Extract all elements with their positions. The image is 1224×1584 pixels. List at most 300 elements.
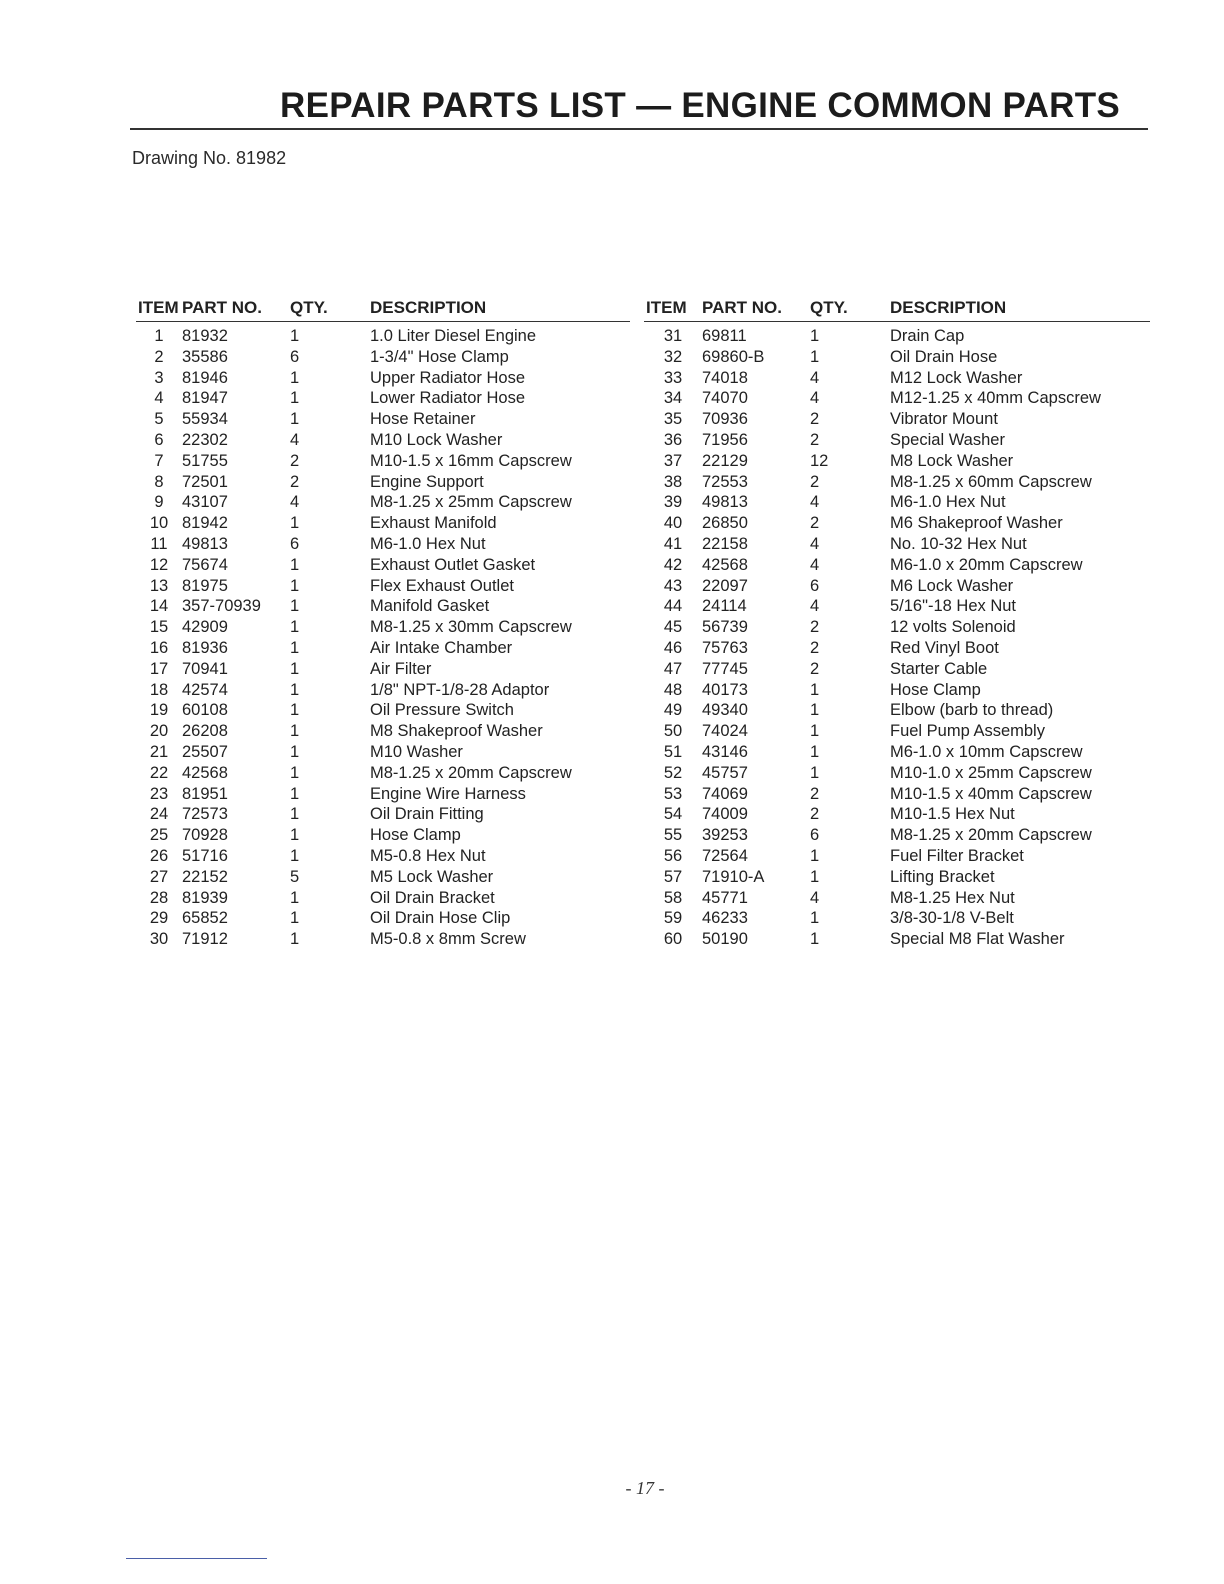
part-no-cell: 49813 (702, 493, 748, 512)
table-row (644, 555, 1150, 576)
qty-cell: 6 (810, 576, 820, 595)
table-row (136, 388, 630, 409)
description-cell: M8-1.25 x 30mm Capscrew (370, 618, 572, 637)
qty-cell: 2 (810, 638, 820, 657)
qty-cell: 1 (290, 846, 300, 865)
parts-table-right-body (644, 322, 1150, 950)
qty-cell: 4 (810, 888, 820, 907)
part-no-cell: 40173 (702, 680, 748, 699)
qty-cell: 1 (290, 909, 300, 928)
description-cell: Exhaust Manifold (370, 514, 497, 533)
item-cell: 44 (663, 597, 683, 616)
table-row (136, 576, 630, 597)
item-cell: 31 (663, 327, 683, 345)
item-cell: 12 (149, 555, 169, 574)
part-no-cell: 24114 (702, 597, 747, 616)
description-cell: M8-1.25 x 20mm Capscrew (890, 826, 1092, 845)
table-row (136, 638, 630, 659)
qty-cell: 6 (290, 534, 300, 553)
table-row (136, 700, 630, 721)
description-cell: M6-1.0 Hex Nut (890, 493, 1006, 512)
column-header-item: ITEM (644, 296, 702, 322)
table-header-row (644, 296, 1150, 322)
qty-cell: 4 (810, 493, 820, 512)
description-cell: Oil Drain Hose (890, 347, 998, 366)
part-no-cell: 49340 (702, 701, 748, 720)
part-no-cell: 51716 (182, 846, 228, 865)
item-cell: 42 (663, 555, 683, 574)
description-cell: Special M8 Flat Washer (890, 930, 1065, 949)
description-cell: Special Washer (890, 430, 1005, 449)
description-cell: Oil Drain Hose Clip (370, 909, 511, 928)
qty-cell: 1 (810, 680, 820, 699)
qty-cell: 4 (290, 430, 300, 449)
part-no-cell: 69860-B (702, 347, 765, 366)
description-cell: Engine Support (370, 472, 484, 491)
description-cell: No. 10-32 Hex Nut (890, 534, 1027, 553)
item-cell: 22 (149, 763, 169, 782)
parts-table-left (136, 296, 630, 950)
table-row (644, 929, 1150, 950)
description-cell: Air Intake Chamber (370, 638, 513, 657)
item-cell: 11 (150, 534, 168, 553)
part-no-cell: 65852 (182, 909, 228, 928)
page-title: REPAIR PARTS LIST — ENGINE COMMON PARTS (280, 86, 1121, 125)
part-no-cell: 81939 (182, 888, 228, 907)
part-no-cell: 74069 (702, 784, 748, 803)
table-row (644, 888, 1150, 909)
part-no-cell: 70941 (182, 659, 228, 678)
item-cell: 13 (149, 576, 169, 595)
parts-table-right (644, 296, 1150, 950)
table-row (644, 430, 1150, 451)
description-cell: 1/8" NPT-1/8-28 Adaptor (370, 680, 550, 699)
table-row (136, 804, 630, 825)
description-cell: Lower Radiator Hose (370, 389, 525, 408)
item-cell: 46 (663, 638, 683, 657)
part-no-cell: 22158 (702, 534, 748, 553)
qty-cell: 1 (810, 867, 820, 886)
qty-cell: 1 (810, 347, 820, 366)
description-cell: 1.0 Liter Diesel Engine (370, 327, 537, 345)
part-no-cell: 50190 (702, 930, 748, 949)
part-no-cell: 77745 (702, 659, 748, 678)
description-cell: Hose Clamp (890, 680, 981, 699)
description-cell: M8 Lock Washer (890, 451, 1014, 470)
part-no-cell: 71912 (182, 930, 228, 949)
qty-cell: 1 (290, 888, 300, 907)
item-cell: 28 (149, 888, 169, 907)
item-cell: 10 (149, 514, 169, 533)
qty-cell: 1 (290, 680, 300, 699)
table-row (136, 867, 630, 888)
table-row (136, 617, 630, 638)
part-no-cell: 72564 (702, 846, 748, 865)
page-number: - 17 - (625, 1478, 665, 1498)
part-no-cell: 81951 (182, 784, 228, 803)
table-row (136, 888, 630, 909)
part-no-cell: 26850 (702, 514, 748, 533)
qty-cell: 1 (290, 638, 300, 657)
qty-cell: 2 (810, 784, 820, 803)
item-cell: 8 (154, 472, 164, 491)
item-cell: 40 (663, 514, 683, 533)
description-cell: Lifting Bracket (890, 867, 995, 886)
item-cell: 23 (149, 784, 169, 803)
qty-cell: 1 (290, 701, 300, 720)
qty-cell: 1 (810, 909, 820, 928)
description-cell: Vibrator Mount (890, 410, 998, 429)
description-cell: M10-1.5 x 40mm Capscrew (890, 784, 1092, 803)
description-cell: Flex Exhaust Outlet (370, 576, 514, 595)
table-row (644, 451, 1150, 472)
part-no-cell: 22152 (182, 867, 228, 886)
description-cell: M10 Washer (370, 742, 463, 761)
table-row (644, 513, 1150, 534)
item-cell: 26 (149, 846, 169, 865)
part-no-cell: 357-70939 (182, 597, 261, 616)
part-no-cell: 42909 (182, 618, 228, 637)
table-row (136, 908, 630, 929)
part-no-cell: 56739 (702, 618, 748, 637)
table-row (136, 784, 630, 805)
qty-cell: 4 (810, 534, 820, 553)
column-header-description: DESCRIPTION (890, 296, 1150, 322)
table-row (644, 680, 1150, 701)
description-cell: M8-1.25 Hex Nut (890, 888, 1015, 907)
item-cell: 41 (663, 534, 683, 553)
part-no-cell: 74018 (702, 368, 748, 387)
description-cell: Manifold Gasket (370, 597, 490, 616)
item-cell: 49 (663, 701, 683, 720)
part-no-cell: 81936 (182, 638, 228, 657)
description-cell: Oil Pressure Switch (370, 701, 514, 720)
qty-cell: 12 (810, 451, 829, 470)
qty-cell: 1 (290, 784, 300, 803)
description-cell: 1-3/4" Hose Clamp (370, 347, 509, 366)
part-no-cell: 22097 (702, 576, 748, 595)
qty-cell: 1 (290, 659, 300, 678)
table-row (644, 784, 1150, 805)
description-cell: Upper Radiator Hose (370, 368, 525, 387)
part-no-cell: 26208 (182, 722, 228, 741)
table-row (136, 347, 630, 368)
qty-cell: 4 (810, 555, 820, 574)
table-row (644, 576, 1150, 597)
part-no-cell: 22302 (182, 430, 228, 449)
item-cell: 25 (149, 826, 169, 845)
qty-cell: 2 (810, 618, 820, 637)
description-cell: M5-0.8 Hex Nut (370, 846, 486, 865)
description-cell: Fuel Pump Assembly (890, 722, 1045, 741)
part-no-cell: 74070 (702, 389, 748, 408)
item-cell: 38 (663, 472, 683, 491)
qty-cell: 1 (290, 742, 300, 761)
description-cell: 3/8-30-1/8 V-Belt (890, 909, 1014, 928)
description-cell: M8-1.25 x 20mm Capscrew (370, 763, 572, 782)
item-cell: 30 (149, 930, 169, 949)
qty-cell: 1 (290, 410, 300, 429)
item-cell: 4 (154, 389, 164, 408)
item-cell: 52 (663, 763, 683, 782)
item-cell: 15 (149, 618, 169, 637)
table-row (136, 825, 630, 846)
part-no-cell: 81975 (182, 576, 228, 595)
qty-cell: 4 (810, 389, 820, 408)
table-row (136, 742, 630, 763)
table-row (644, 596, 1150, 617)
parts-table-left-body (136, 322, 630, 950)
description-cell: Fuel Filter Bracket (890, 846, 1024, 865)
part-no-cell: 45771 (702, 888, 748, 907)
item-cell: 56 (663, 846, 683, 865)
table-row (136, 596, 630, 617)
part-no-cell: 72573 (182, 805, 228, 824)
item-cell: 43 (663, 576, 683, 595)
item-cell: 20 (149, 722, 169, 741)
part-no-cell: 74024 (702, 722, 748, 741)
description-cell: M10 Lock Washer (370, 430, 503, 449)
item-cell: 60 (663, 930, 683, 949)
table-row (136, 721, 630, 742)
table-row (644, 638, 1150, 659)
item-cell: 53 (663, 784, 683, 803)
item-cell: 48 (663, 680, 683, 699)
description-cell: Drain Cap (890, 327, 965, 345)
table-row (644, 700, 1150, 721)
item-cell: 3 (154, 368, 164, 387)
qty-cell: 4 (810, 368, 820, 387)
description-cell: Engine Wire Harness (370, 784, 526, 803)
qty-cell: 2 (810, 430, 820, 449)
item-cell: 14 (149, 597, 169, 616)
part-no-cell: 39253 (702, 826, 748, 845)
table-row (136, 555, 630, 576)
column-header-description: DESCRIPTION (370, 296, 630, 322)
table-row (136, 846, 630, 867)
column-header-qty: QTY. (806, 296, 890, 322)
table-row (644, 617, 1150, 638)
part-no-cell: 25507 (182, 742, 228, 761)
drawing-number: Drawing No. 81982 (132, 148, 287, 168)
part-no-cell: 43146 (702, 742, 748, 761)
description-cell: M6-1.0 Hex Nut (370, 534, 486, 553)
column-header-part-no: PART NO. (702, 296, 806, 322)
qty-cell: 1 (290, 327, 300, 345)
part-no-cell: 81947 (182, 389, 228, 408)
description-cell: M12 Lock Washer (890, 368, 1023, 387)
table-row (136, 763, 630, 784)
description-cell: Exhaust Outlet Gasket (370, 555, 536, 574)
part-no-cell: 71910-A (702, 867, 765, 886)
item-cell: 37 (663, 451, 683, 470)
description-cell: M6-1.0 x 20mm Capscrew (890, 555, 1083, 574)
qty-cell: 2 (810, 659, 820, 678)
part-no-cell: 74009 (702, 805, 748, 824)
table-row (136, 659, 630, 680)
description-cell: Elbow (barb to thread) (890, 701, 1054, 720)
description-cell: Hose Retainer (370, 410, 476, 429)
description-cell: Oil Drain Bracket (370, 888, 495, 907)
qty-cell: 1 (810, 722, 820, 741)
title-divider (130, 128, 1148, 130)
qty-cell: 6 (810, 826, 820, 845)
qty-cell: 2 (810, 805, 820, 824)
part-no-cell: 51755 (182, 451, 228, 470)
item-cell: 17 (149, 659, 169, 678)
description-cell: M8-1.25 x 60mm Capscrew (890, 472, 1092, 491)
part-no-cell: 71956 (702, 430, 748, 449)
item-cell: 57 (663, 867, 683, 886)
description-cell: M6-1.0 x 10mm Capscrew (890, 742, 1083, 761)
description-cell: Air Filter (370, 659, 432, 678)
table-row (644, 908, 1150, 929)
item-cell: 51 (663, 742, 683, 761)
part-no-cell: 81932 (182, 327, 228, 345)
item-cell: 39 (663, 493, 683, 512)
table-row (644, 492, 1150, 513)
item-cell: 6 (154, 430, 164, 449)
qty-cell: 1 (810, 327, 820, 345)
qty-cell: 1 (290, 368, 300, 387)
description-cell: Starter Cable (890, 659, 988, 678)
item-cell: 27 (149, 867, 169, 886)
table-row (644, 867, 1150, 888)
qty-cell: 1 (290, 826, 300, 845)
table-header-row (136, 296, 630, 322)
table-row (644, 846, 1150, 867)
item-cell: 2 (154, 347, 164, 366)
description-cell: M6 Shakeproof Washer (890, 514, 1063, 533)
part-no-cell: 81942 (182, 514, 228, 533)
description-cell: Hose Clamp (370, 826, 461, 845)
table-row (644, 368, 1150, 389)
column-header-item: ITEM (136, 296, 182, 322)
table-row (136, 451, 630, 472)
item-cell: 24 (149, 805, 169, 824)
table-row (644, 388, 1150, 409)
qty-cell: 1 (290, 805, 300, 824)
part-no-cell: 45757 (702, 763, 748, 782)
part-no-cell: 75763 (702, 638, 748, 657)
table-row (136, 929, 630, 950)
qty-cell: 1 (290, 618, 300, 637)
table-row (136, 492, 630, 513)
table-row (644, 763, 1150, 784)
item-cell: 36 (663, 430, 683, 449)
item-cell: 34 (663, 389, 683, 408)
qty-cell: 4 (810, 597, 820, 616)
item-cell: 1 (154, 327, 164, 345)
item-cell: 50 (663, 722, 683, 741)
table-row (644, 659, 1150, 680)
part-no-cell: 60108 (182, 701, 228, 720)
description-cell: M10-1.0 x 25mm Capscrew (890, 763, 1092, 782)
table-row (136, 322, 630, 347)
table-row (136, 472, 630, 493)
qty-cell: 1 (290, 389, 300, 408)
description-cell: M10-1.5 x 16mm Capscrew (370, 451, 572, 470)
qty-cell: 1 (810, 742, 820, 761)
part-no-cell: 42568 (702, 555, 748, 574)
table-row (644, 825, 1150, 846)
item-cell: 58 (663, 888, 683, 907)
item-cell: 47 (663, 659, 683, 678)
table-row (136, 430, 630, 451)
qty-cell: 6 (290, 347, 300, 366)
qty-cell: 5 (290, 867, 300, 886)
qty-cell: 2 (810, 410, 820, 429)
table-row (644, 721, 1150, 742)
part-no-cell: 43107 (182, 493, 228, 512)
qty-cell: 1 (290, 576, 300, 595)
item-cell: 45 (663, 618, 683, 637)
qty-cell: 1 (810, 930, 820, 949)
qty-cell: 1 (290, 597, 300, 616)
qty-cell: 1 (810, 763, 820, 782)
qty-cell: 2 (810, 514, 820, 533)
description-cell: Oil Drain Fitting (370, 805, 484, 824)
item-cell: 33 (663, 368, 683, 387)
table-row (136, 680, 630, 701)
part-no-cell: 46233 (702, 909, 748, 928)
footer-divider (126, 1558, 267, 1559)
part-no-cell: 35586 (182, 347, 228, 366)
description-cell: 5/16"-18 Hex Nut (890, 597, 1017, 616)
item-cell: 7 (154, 451, 164, 470)
table-row (136, 534, 630, 555)
qty-cell: 1 (810, 846, 820, 865)
part-no-cell: 70928 (182, 826, 228, 845)
description-cell: M5-0.8 x 8mm Screw (370, 930, 526, 949)
item-cell: 35 (663, 410, 683, 429)
item-cell: 21 (149, 742, 169, 761)
qty-cell: 2 (290, 451, 300, 470)
part-no-cell: 49813 (182, 534, 228, 553)
part-no-cell: 55934 (182, 410, 228, 429)
column-header-qty: QTY. (286, 296, 370, 322)
description-cell: Red Vinyl Boot (890, 638, 999, 657)
item-cell: 54 (663, 805, 683, 824)
description-cell: M8 Shakeproof Washer (370, 722, 543, 741)
part-no-cell: 22129 (702, 451, 748, 470)
part-no-cell: 72501 (182, 472, 228, 491)
part-no-cell: 69811 (702, 327, 747, 345)
item-cell: 32 (663, 347, 683, 366)
table-row (644, 534, 1150, 555)
qty-cell: 2 (810, 472, 820, 491)
part-no-cell: 42568 (182, 763, 228, 782)
table-row (136, 513, 630, 534)
description-cell: M5 Lock Washer (370, 867, 494, 886)
item-cell: 59 (663, 909, 683, 928)
column-header-part-no: PART NO. (182, 296, 286, 322)
qty-cell: 1 (290, 763, 300, 782)
part-no-cell: 81946 (182, 368, 228, 387)
description-cell: M8-1.25 x 25mm Capscrew (370, 493, 572, 512)
description-cell: M10-1.5 Hex Nut (890, 805, 1015, 824)
table-row (644, 804, 1150, 825)
table-row (644, 322, 1150, 347)
table-row (644, 472, 1150, 493)
item-cell: 9 (154, 493, 164, 512)
item-cell: 55 (663, 826, 683, 845)
part-no-cell: 42574 (182, 680, 228, 699)
qty-cell: 1 (290, 722, 300, 741)
qty-cell: 1 (290, 555, 300, 574)
qty-cell: 1 (290, 930, 300, 949)
description-cell: M12-1.25 x 40mm Capscrew (890, 389, 1101, 408)
